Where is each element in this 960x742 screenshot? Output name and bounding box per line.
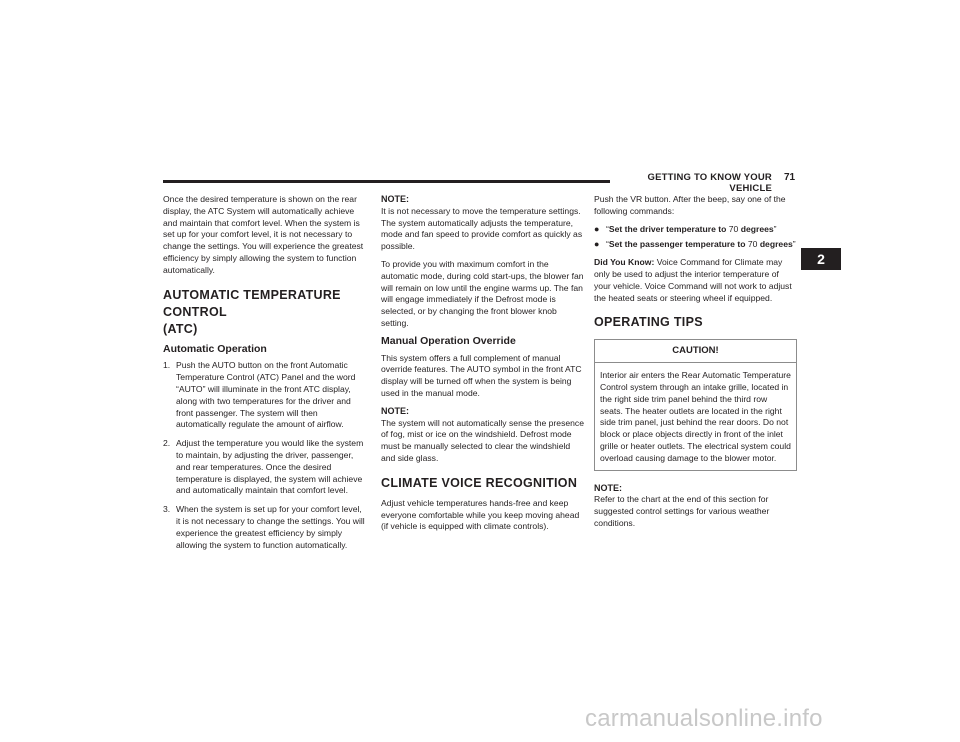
quote-open: “ xyxy=(606,223,609,234)
list-item xyxy=(594,224,797,236)
list-item xyxy=(163,438,366,497)
note-label: NOTE: xyxy=(381,194,409,204)
quote-open: “ xyxy=(606,239,609,250)
section-title-atc xyxy=(163,287,366,338)
command-unit: degrees xyxy=(740,223,774,234)
note-label: NOTE: xyxy=(381,405,409,416)
subsection-manual-override: Manual Operation Override xyxy=(381,334,516,347)
running-header: GETTING TO KNOW YOUR VEHICLE xyxy=(610,172,776,194)
watermark: carmanualsonline.info xyxy=(585,705,823,732)
command-text: Set the passenger temperature to xyxy=(608,239,746,250)
note-text: The system will not automatically sense the presence of fog, mist or ice on the windshield. Defrost mode must be manually selected to clear the windshield and side glass. xyxy=(381,417,585,463)
paragraph: This system offers a full complement of manual override features. The AUTO symbol in the front ATC display will be turned off when the system is being used in the manual mode. xyxy=(381,352,582,398)
bullet-icon: ● xyxy=(594,223,600,234)
quote-close: ” xyxy=(773,223,777,234)
quote-close: ” xyxy=(792,239,796,250)
list-item xyxy=(163,360,366,431)
command-value: 70 xyxy=(745,239,760,250)
section-title-operating-tips: OPERATING TIPS xyxy=(594,315,703,330)
chapter-tab: 2 xyxy=(801,248,841,270)
paragraph: Push the VR button. After the beep, say one of the following commands: xyxy=(594,194,786,216)
page-number: 71 xyxy=(784,172,796,183)
section-title-line2: (ATC) xyxy=(163,321,198,336)
caution-text: Interior air enters the Rear Automatic Temperature Control system through an intake grille, located in the right side trim panel behind the third row seats. The heater outlets are located in the right side trim panel, just behind the rear doors. Do not block or place objects directly in front of the inlet grille or heater outlets. The electrical system could overload causing damage to the blower motor. xyxy=(600,370,791,463)
section-title-line1: AUTOMATIC TEMPERATURE CONTROL xyxy=(163,287,341,319)
did-you-know xyxy=(594,257,797,304)
caution-box xyxy=(594,339,797,470)
command-text: Set the driver temperature to xyxy=(608,223,727,234)
command-value: 70 xyxy=(726,223,741,234)
voice-commands-list xyxy=(594,224,797,252)
step-number: 3. xyxy=(163,504,171,515)
step-text: Push the AUTO button on the front Automatic Temperature Control (ATC) Panel and the word “AUTO” will illuminate in the front ATC display, along with two temperatures for the driver and front passenger. The system will then automatically regulate the amount of airflow. xyxy=(176,360,356,430)
caution-title: CAUTION! xyxy=(595,340,796,363)
note-text: It is not necessary to move the temperature settings. The system automatically adjusts the temperature, mode and fan speed to provide comfort as quickly as possible. xyxy=(381,205,583,252)
note-text: Refer to the chart at the end of this section for suggested control settings for various weather conditions. xyxy=(594,494,770,528)
section-title-voice: CLIMATE VOICE RECOGNITION xyxy=(381,475,578,490)
note-label: NOTE: xyxy=(594,482,622,493)
list-item xyxy=(163,504,366,551)
column-right xyxy=(594,194,797,536)
did-you-know-text: Voice Command for Climate may only be used to adjust the interior temperature of your vehicle. Voice Command will not work to adjust the heated seats or steering wheel if equipped. xyxy=(594,257,792,303)
step-number: 1. xyxy=(163,360,171,371)
paragraph: Adjust vehicle temperatures hands-free and keep everyone comfortable while you keep moving ahead (if vehicle is equipped with climate controls). xyxy=(381,497,580,532)
step-text: When the system is set up for your comfort level, it is not necessary to change the settings. You will experience the greatest efficiency by simply allowing the system to function automatically. xyxy=(176,504,365,550)
column-left xyxy=(163,194,366,558)
intro-paragraph: Once the desired temperature is shown on the rear display, the ATC System will automatically achieve and maintain that comfort level. When the system is set up for your comfort level, it is not necessary to change the settings. You will experience the greatest efficiency by simply allowing the system to function automatically. xyxy=(163,194,364,275)
subsection-automatic-operation: Automatic Operation xyxy=(163,342,267,355)
list-item xyxy=(594,239,797,251)
column-middle xyxy=(381,194,584,539)
bullet-icon: ● xyxy=(594,239,600,250)
steps-list xyxy=(163,360,366,551)
step-number: 2. xyxy=(163,438,171,449)
did-you-know-label: Did You Know: xyxy=(594,257,655,268)
paragraph: To provide you with maximum comfort in the automatic mode, during cold start-ups, the blower fan will remain on low until the engine warms up. The fan will engage immediately if the Defrost mode is selected, or by changing the front blower knob setting. xyxy=(381,258,584,328)
command-unit: degrees xyxy=(759,239,793,250)
step-text: Adjust the temperature you would like the system to maintain, by adjusting the driver, passenger, and rear temperatures. Once the desired temperature is displayed, the system will achieve and automatically maintain that comfort level. xyxy=(176,438,364,496)
